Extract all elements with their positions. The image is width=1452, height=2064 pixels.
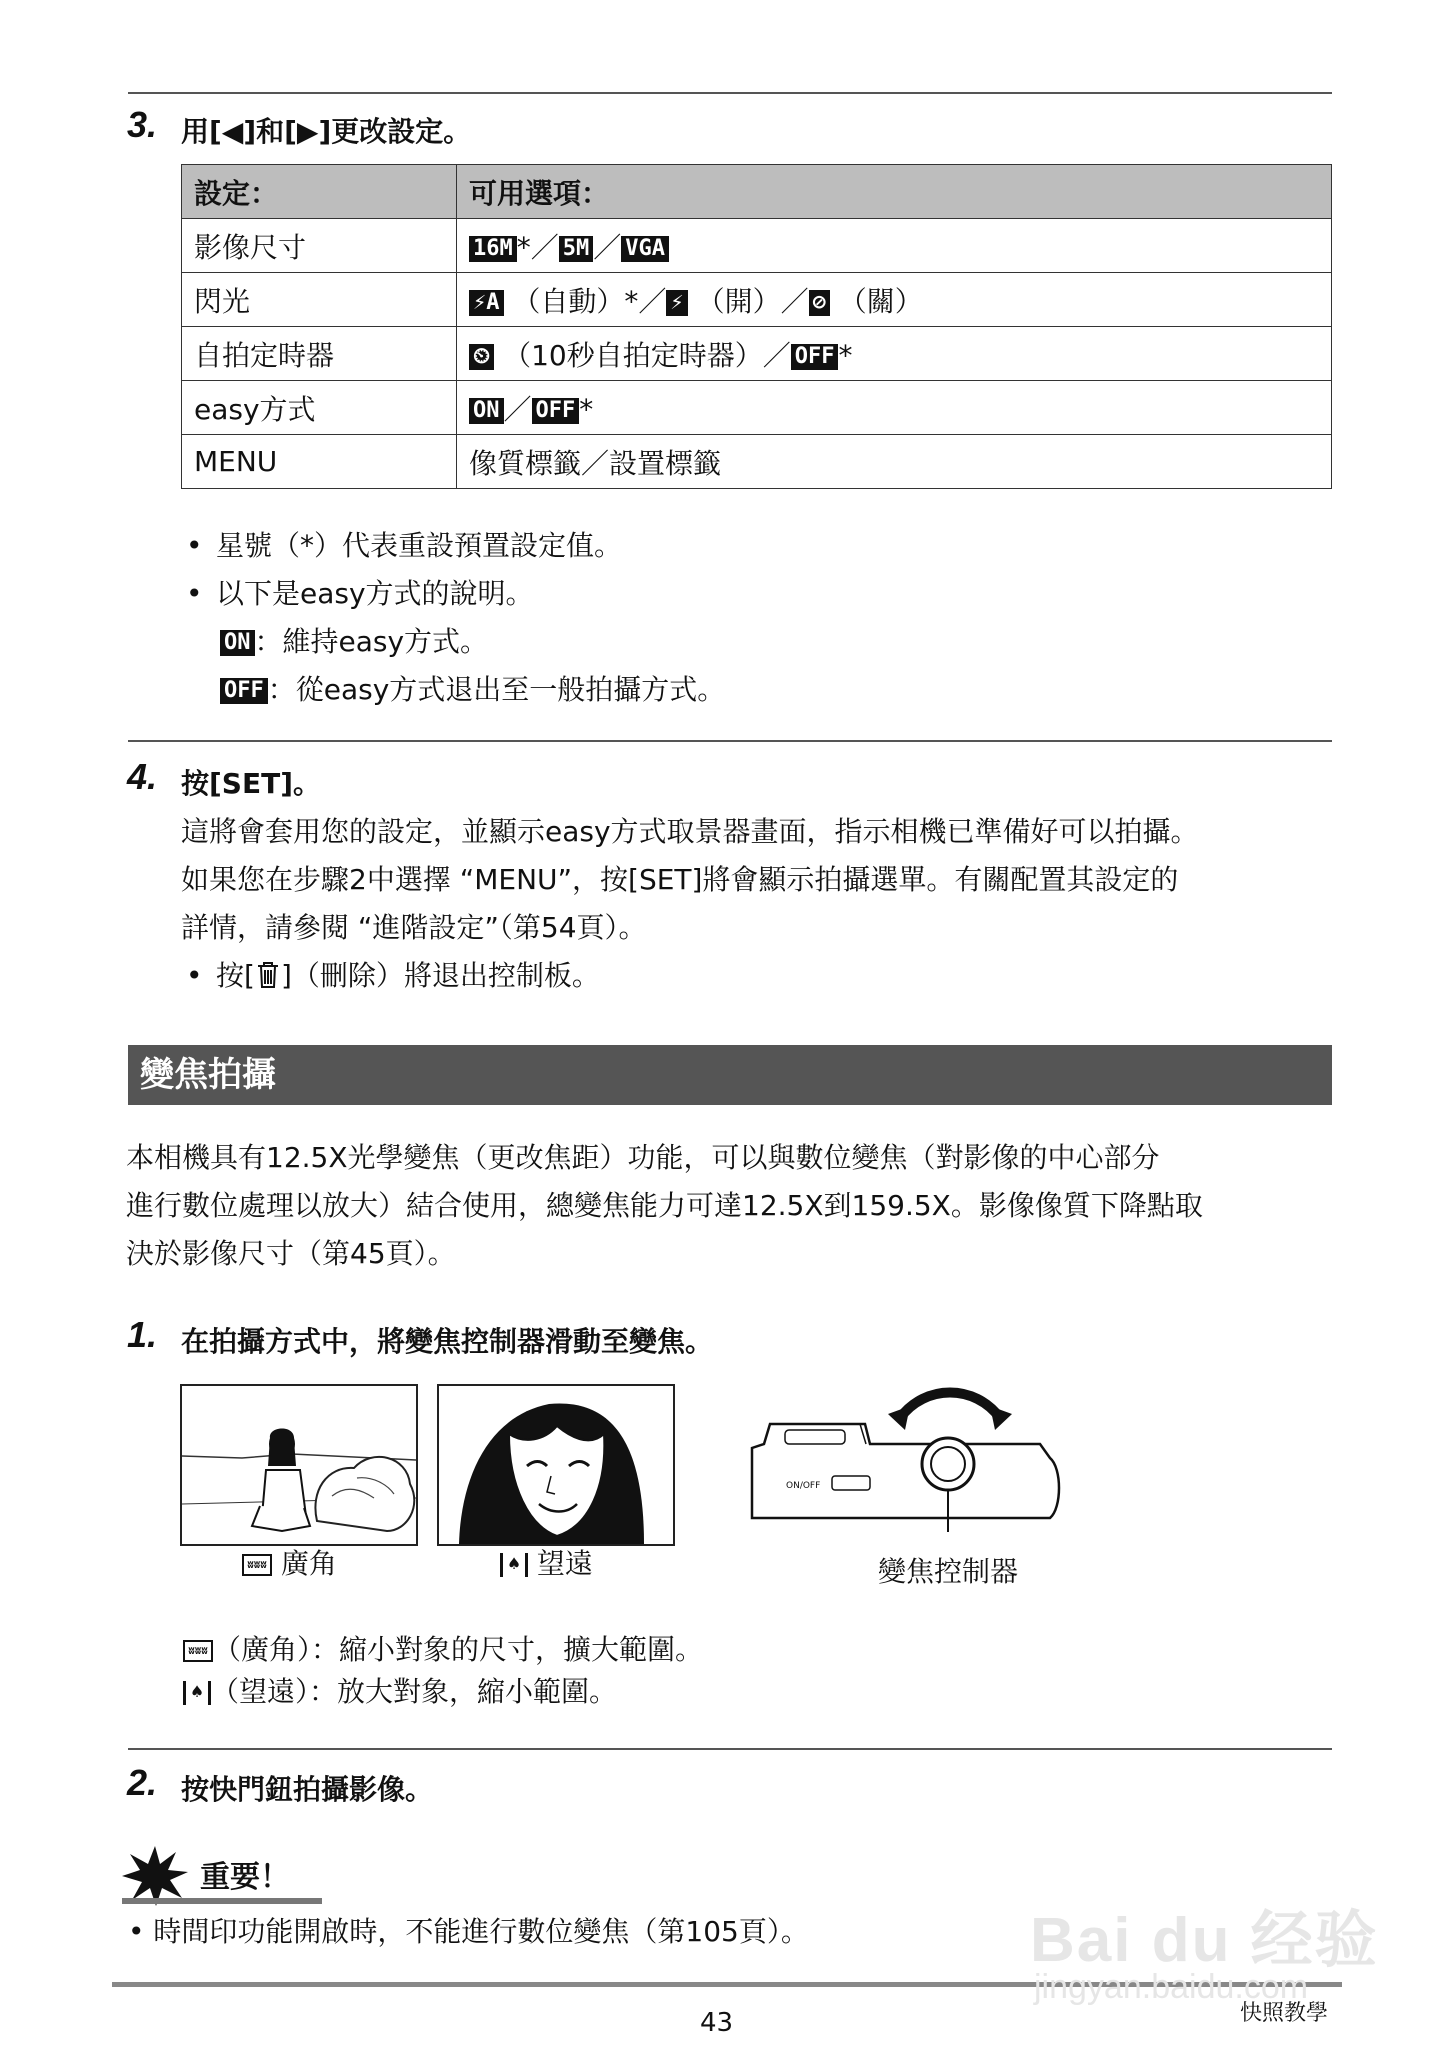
table-header-cell: 設定： <box>182 165 457 219</box>
options-cell: 像質標籤／設置標籤 <box>457 435 1332 489</box>
legend-wide-text: （廣角）：縮小對象的尺寸，擴大範圍。 <box>213 1633 704 1666</box>
note-off-text: ：從easy方式退出至一般拍攝方式。 <box>267 673 726 706</box>
paragraph-line: 進行數位處理以放大）結合使用，總變焦能力可達12.5X到159.5X。影像像質下降點取 <box>126 1189 1203 1222</box>
step-number: 2. <box>127 1762 158 1803</box>
watermark-url: jingyan.baidu.com <box>1034 1968 1309 2006</box>
option-text: （關） <box>838 284 923 318</box>
page-number: 43 <box>700 2008 734 2038</box>
note-item: • 以下是easy方式的說明。 <box>216 570 534 618</box>
setting-cell: MENU <box>182 435 457 489</box>
telephoto-icon: ♠ <box>500 1553 528 1577</box>
wide-angle-icon: ʬʬʬ <box>242 1554 272 1576</box>
self-timer-icon: ⏲ <box>469 344 494 370</box>
size-vga-icon: VGA <box>621 236 669 262</box>
wide-caption-text: 廣角 <box>280 1547 337 1580</box>
note-item: • 星號（*）代表重設預置設定值。 <box>216 522 622 570</box>
footer-section: 快照教學 <box>1240 2001 1329 2026</box>
starburst-icon <box>122 1846 188 1906</box>
note-item <box>216 952 600 1000</box>
option-text: （開）／ <box>696 284 809 318</box>
options-cell <box>457 273 1332 327</box>
telephoto-icon: ♠ <box>183 1681 211 1705</box>
note-off <box>220 666 725 714</box>
options-cell <box>457 327 1332 381</box>
setting-cell: 影像尺寸 <box>182 219 457 273</box>
options-cell <box>457 381 1332 435</box>
controller-caption: 變焦控制器 <box>878 1555 1019 1588</box>
off-icon: OFF <box>532 398 580 424</box>
wide-caption <box>242 1540 337 1588</box>
divider <box>128 740 1332 742</box>
paragraph-line: 詳情，請參閱 “進階設定”（第54頁）。 <box>181 911 647 944</box>
note-text: 按[ <box>216 959 255 992</box>
trash-icon <box>255 960 281 990</box>
setting-cell: easy方式 <box>182 381 457 435</box>
wide-angle-icon: ʬʬʬ <box>183 1640 213 1662</box>
step-title: 按[SET]。 <box>181 767 321 800</box>
paragraph-line: 這將會套用您的設定，並顯示easy方式取景器畫面，指示相機已準備好可以拍攝。 <box>181 815 1199 848</box>
divider <box>128 92 1332 94</box>
table-row <box>182 381 1332 435</box>
legend-tele-text: （望遠）：放大對象，縮小範圍。 <box>211 1675 618 1708</box>
wide-angle-photo <box>180 1384 418 1546</box>
wide-scene-illustration <box>182 1386 416 1544</box>
off-icon: OFF <box>791 344 839 370</box>
step-title: 在拍攝方式中，將變焦控制器滑動至變焦。 <box>181 1325 714 1358</box>
on-icon: ON <box>469 398 504 424</box>
settings-table <box>181 164 1332 489</box>
table-row <box>182 273 1332 327</box>
size-5m-icon: 5M <box>559 236 594 262</box>
option-text: * <box>579 392 594 426</box>
step-title: 按快門鈕拍攝影像。 <box>181 1773 434 1806</box>
legend-tele <box>183 1668 617 1716</box>
flash-auto-icon: ⚡A <box>469 290 504 316</box>
camera-top-diagram <box>750 1378 1070 1532</box>
telephoto-photo <box>437 1384 675 1546</box>
tele-scene-illustration <box>439 1386 673 1544</box>
flash-off-icon: ⊘ <box>809 290 830 316</box>
watermark-brand: Bai du 经验 <box>1030 1906 1379 1975</box>
setting-cell: 閃光 <box>182 273 457 327</box>
paragraph-line: 本相機具有12.5X光學變焦（更改焦距）功能，可以與數位變焦（對影像的中心部分 <box>126 1141 1160 1174</box>
tele-caption <box>500 1540 593 1588</box>
off-icon: OFF <box>220 678 268 704</box>
table-row <box>182 435 1332 489</box>
note-text: ]（刪除）將退出控制板。 <box>280 959 600 992</box>
option-text: *／ <box>516 230 559 264</box>
note-on-text: ：維持easy方式。 <box>254 625 489 658</box>
on-off-label: ON/OFF <box>786 1481 821 1491</box>
table-header-cell: 可用選項： <box>457 165 1332 219</box>
step-number: 4. <box>127 756 158 797</box>
option-text: ／ <box>593 230 622 264</box>
size-16m-icon: 16M <box>469 236 517 262</box>
paragraph-line: 決於影像尺寸（第45頁）。 <box>126 1237 456 1270</box>
tele-caption-text: 望遠 <box>536 1547 593 1580</box>
option-text: （自動）*／ <box>512 284 667 318</box>
divider <box>128 1748 1332 1750</box>
step-number: 3. <box>127 104 158 145</box>
step-number: 1. <box>127 1314 158 1355</box>
table-row <box>182 219 1332 273</box>
table-header-row <box>182 165 1332 219</box>
note-on <box>220 618 488 666</box>
on-icon: ON <box>220 630 255 656</box>
option-text: ／ <box>503 392 532 426</box>
section-title: 變焦拍攝 <box>128 1045 1332 1105</box>
important-label: 重要！ <box>200 1860 290 1895</box>
option-text: * <box>838 338 853 372</box>
option-text: （10秒自拍定時器）／ <box>503 338 791 372</box>
step-title: 用[◀]和[▶]更改設定。 <box>181 115 472 148</box>
options-cell <box>457 219 1332 273</box>
setting-cell: 自拍定時器 <box>182 327 457 381</box>
paragraph-line: 如果您在步驟2中選擇 “MENU”，按[SET]將會顯示拍攝選單。有關配置其設定的 <box>181 863 1179 896</box>
important-underline <box>122 1898 322 1904</box>
important-note: • 時間印功能開啟時，不能進行數位變焦（第105頁）。 <box>128 1915 809 1948</box>
legend-wide <box>183 1626 703 1674</box>
table-row <box>182 327 1332 381</box>
flash-on-icon: ⚡ <box>666 290 687 316</box>
